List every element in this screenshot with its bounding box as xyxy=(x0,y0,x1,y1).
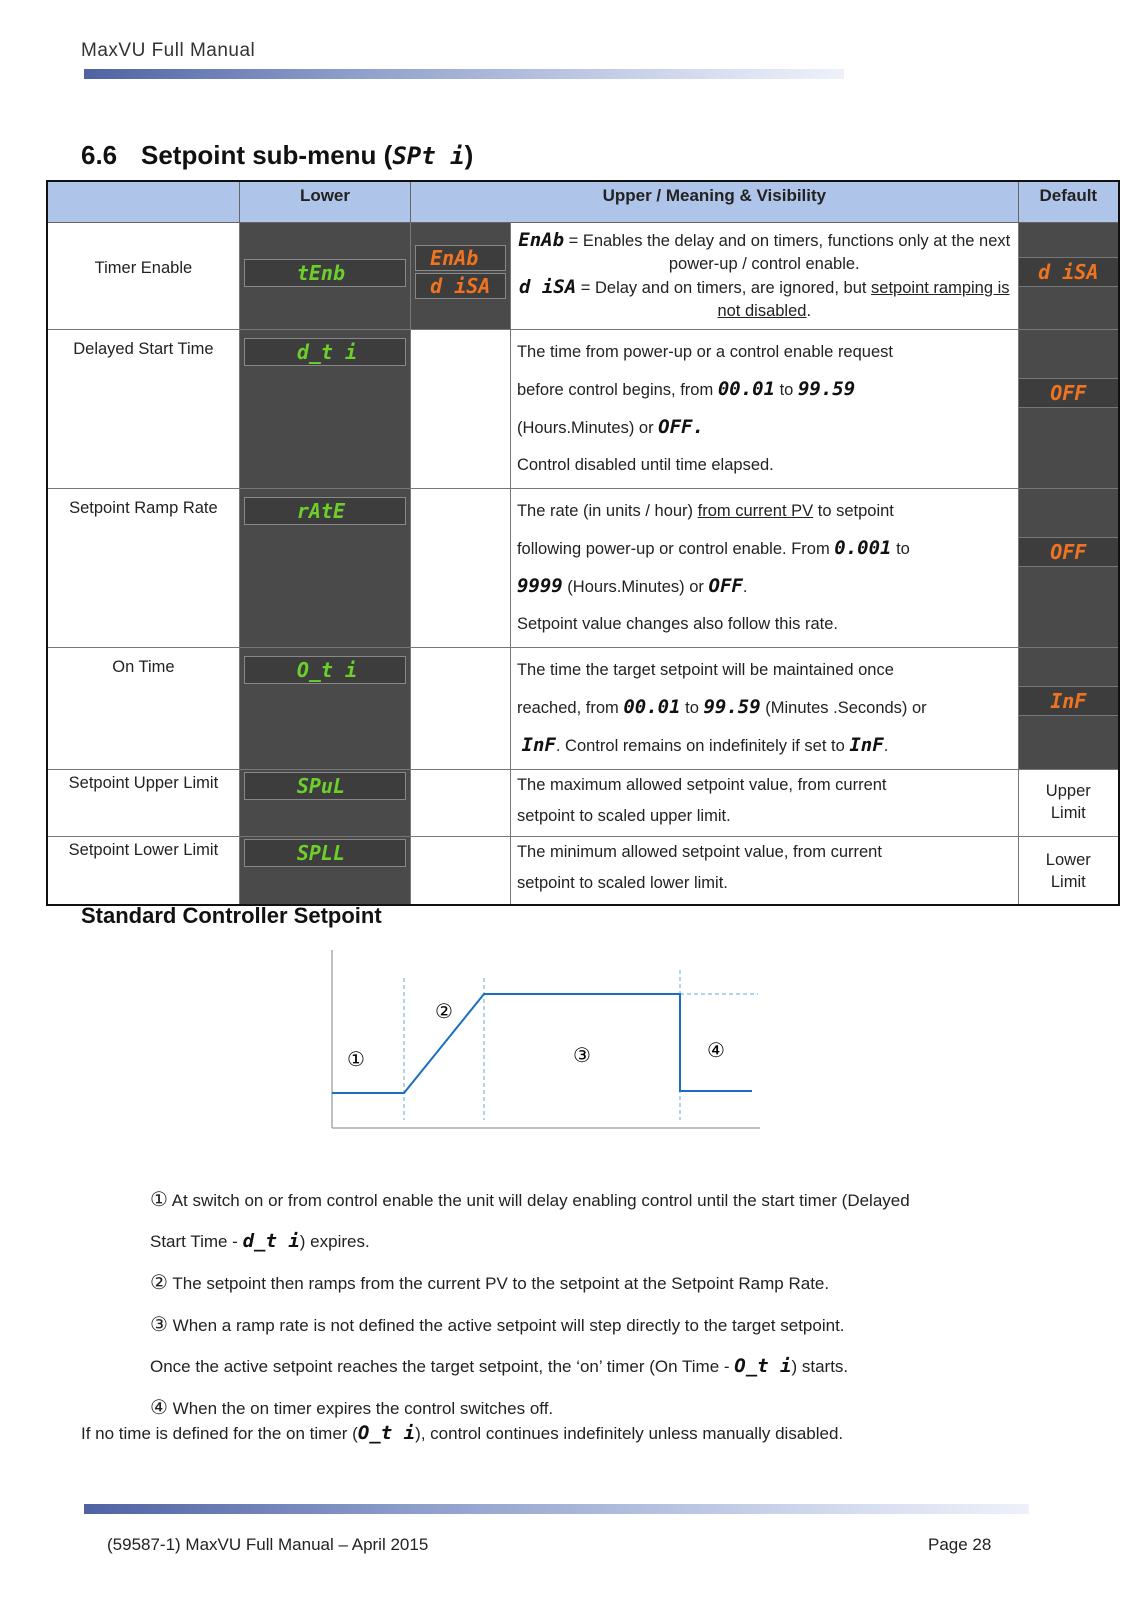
lower-cell xyxy=(239,770,410,837)
lower-cell xyxy=(239,489,410,648)
diagram-notes xyxy=(150,1179,1050,1429)
description-cell xyxy=(510,223,1018,330)
desc-code: EnAb xyxy=(518,229,565,251)
desc-code: OFF xyxy=(708,575,743,597)
default-code: InF xyxy=(1019,686,1118,716)
default-text: Limit xyxy=(1050,873,1086,891)
section-title-suffix: ) xyxy=(464,140,474,170)
desc-text: = Delay and on timers, are ignored, but xyxy=(576,279,872,297)
note-code: d_t i xyxy=(242,1230,300,1252)
param-name: Setpoint Ramp Rate xyxy=(47,489,239,648)
note-text: The setpoint then ramps from the current PV to the setpoint at the Setpoint Ramp Rate. xyxy=(167,1274,830,1293)
desc-code: d iSA xyxy=(518,276,577,298)
section-number: 6.6 xyxy=(81,140,118,170)
default-cell xyxy=(1018,330,1119,489)
desc-text: Control disabled until time elapsed. xyxy=(516,456,774,474)
desc-text: Setpoint value changes also follow this rate. xyxy=(516,615,838,633)
desc-underline: setpoint ramping is not disabled xyxy=(717,279,1010,320)
desc-text: (Minutes .Seconds) or xyxy=(760,699,927,717)
default-cell xyxy=(1018,837,1119,905)
desc-text: The minimum allowed setpoint value, from current xyxy=(516,843,882,861)
note-code: O_t i xyxy=(357,1422,416,1444)
desc-code: 00.01 xyxy=(717,378,776,400)
setpoint-profile-diagram xyxy=(320,950,760,1140)
param-name: Timer Enable xyxy=(47,223,239,330)
lcd-code: SPLL xyxy=(244,839,406,867)
note-text: ) starts. xyxy=(791,1357,849,1376)
description-cell xyxy=(510,837,1018,905)
desc-text: reached, from xyxy=(516,699,624,717)
header-upper: Upper / Meaning & Visibility xyxy=(411,181,1018,223)
lcd-code: rAtE xyxy=(244,497,406,525)
lcd-code: tEnb xyxy=(244,259,406,287)
note-3-cont xyxy=(150,1346,1050,1387)
table-row xyxy=(47,489,1119,648)
note-2 xyxy=(150,1262,1050,1304)
lcd-code: SPuL xyxy=(244,772,406,800)
note-text: ) expires. xyxy=(299,1232,370,1251)
desc-text: to xyxy=(891,540,910,558)
desc-code: 99.59 xyxy=(797,378,856,400)
marker-1-inline: ① xyxy=(150,1187,168,1211)
note-text: If no time is defined for the on timer ( xyxy=(81,1424,358,1443)
desc-text: . xyxy=(806,302,812,320)
lcd-option-disa: d iSA xyxy=(415,273,506,299)
footer-left: (59587-1) MaxVU Full Manual – April 2015 xyxy=(107,1535,429,1554)
desc-code: OFF. xyxy=(658,416,704,438)
default-text: Lower xyxy=(1045,851,1091,869)
note-text: When the on timer expires the control switches off. xyxy=(167,1399,554,1418)
marker-2: ② xyxy=(435,999,453,1023)
note-1 xyxy=(150,1179,1050,1221)
table-row xyxy=(47,770,1119,837)
header-blank xyxy=(47,181,239,223)
table-row xyxy=(47,837,1119,905)
default-cell xyxy=(1018,648,1119,770)
desc-text: to xyxy=(775,381,798,399)
marker-4: ④ xyxy=(707,1038,725,1062)
desc-text: . xyxy=(883,737,889,755)
table-row xyxy=(47,223,1119,330)
description-cell xyxy=(510,489,1018,648)
desc-text: following power-up or control enable. From xyxy=(516,540,835,558)
desc-text: (Hours.Minutes) or xyxy=(516,419,659,437)
desc-code: 00.01 xyxy=(623,696,681,718)
lower-cell xyxy=(239,223,410,330)
lower-cell xyxy=(239,330,410,489)
lcd-option-enab: EnAb xyxy=(415,245,506,271)
desc-text: before control begins, from xyxy=(516,381,718,399)
upper-blank-cell xyxy=(411,837,511,905)
default-code: OFF xyxy=(1019,537,1118,567)
subsection-title: Standard Controller Setpoint xyxy=(81,903,382,928)
upper-blank-cell xyxy=(411,489,511,648)
setpoint-menu-table xyxy=(46,180,1120,906)
default-code: d iSA xyxy=(1019,257,1118,287)
desc-text: The time the target setpoint will be maintained once xyxy=(516,661,894,679)
note-1-cont xyxy=(150,1221,1050,1262)
default-text: Limit xyxy=(1050,804,1086,822)
desc-code: 9999 xyxy=(516,575,563,597)
upper-options-cell xyxy=(411,223,511,330)
note-text: ), control continues indefinitely unless manually disabled. xyxy=(415,1424,844,1443)
desc-code: 99.59 xyxy=(703,696,761,718)
note-text: When a ramp rate is not defined the active setpoint will step directly to the target setpoint. xyxy=(167,1316,845,1335)
default-code: OFF xyxy=(1019,378,1118,408)
desc-text: The maximum allowed setpoint value, from current xyxy=(516,776,887,794)
header-default: Default xyxy=(1018,181,1119,223)
desc-text: to setpoint xyxy=(813,502,894,520)
header-rule xyxy=(84,69,844,79)
description-cell xyxy=(510,770,1018,837)
desc-text: The time from power-up or a control enable request xyxy=(516,343,893,361)
desc-text: (Hours.Minutes) or xyxy=(562,578,709,596)
header-lower: Lower xyxy=(239,181,410,223)
description-cell xyxy=(510,648,1018,770)
desc-text: . xyxy=(742,578,748,596)
marker-2-inline: ② xyxy=(150,1270,168,1294)
note-text: At switch on or from control enable the unit will delay enabling control until the start timer (Delayed xyxy=(167,1191,910,1210)
final-note xyxy=(81,1422,1081,1444)
param-name: Delayed Start Time xyxy=(47,330,239,489)
upper-blank-cell xyxy=(411,648,511,770)
description-cell xyxy=(510,330,1018,489)
desc-text: The rate (in units / hour) xyxy=(516,502,698,520)
desc-text: to xyxy=(680,699,704,717)
desc-underline: from current PV xyxy=(697,502,814,520)
section-title-text: Setpoint sub-menu ( xyxy=(141,140,393,170)
section-code: SPt i xyxy=(392,142,465,170)
default-cell xyxy=(1018,489,1119,648)
desc-code: InF xyxy=(849,734,884,756)
desc-code: InF xyxy=(521,734,556,756)
upper-blank-cell xyxy=(411,330,511,489)
lcd-code: d_t i xyxy=(244,338,406,366)
default-cell xyxy=(1018,770,1119,837)
table-row xyxy=(47,330,1119,489)
upper-blank-cell xyxy=(411,770,511,837)
footer-page-number: Page 28 xyxy=(928,1535,992,1554)
marker-1: ① xyxy=(347,1047,365,1071)
table-row xyxy=(47,648,1119,770)
lcd-code: O_t i xyxy=(244,656,406,684)
setpoint-profile-line xyxy=(332,994,752,1093)
section-title xyxy=(81,140,473,171)
desc-text: . Control remains on indefinitely if set to xyxy=(555,737,850,755)
param-name: Setpoint Lower Limit xyxy=(47,837,239,905)
lower-cell xyxy=(239,648,410,770)
desc-code: 0.001 xyxy=(834,537,892,559)
marker-3: ③ xyxy=(573,1043,591,1067)
desc-text: = Enables the delay and on timers, functions only at the next power-up / control enable. xyxy=(564,232,1011,273)
running-header: MaxVU Full Manual xyxy=(81,40,256,61)
param-name: Setpoint Upper Limit xyxy=(47,770,239,837)
footer-rule xyxy=(84,1504,1029,1514)
default-text: Upper xyxy=(1045,782,1091,800)
lower-cell xyxy=(239,837,410,905)
default-cell xyxy=(1018,223,1119,330)
desc-text: setpoint to scaled lower limit. xyxy=(516,874,728,892)
marker-4-inline: ④ xyxy=(150,1395,168,1419)
param-name: On Time xyxy=(47,648,239,770)
desc-text: setpoint to scaled upper limit. xyxy=(516,807,731,825)
note-code: O_t i xyxy=(734,1355,792,1377)
note-text: Once the active setpoint reaches the target setpoint, the ‘on’ timer (On Time - xyxy=(150,1357,735,1376)
note-3 xyxy=(150,1304,1050,1346)
note-text: Start Time - xyxy=(150,1232,243,1251)
marker-3-inline: ③ xyxy=(150,1312,168,1336)
